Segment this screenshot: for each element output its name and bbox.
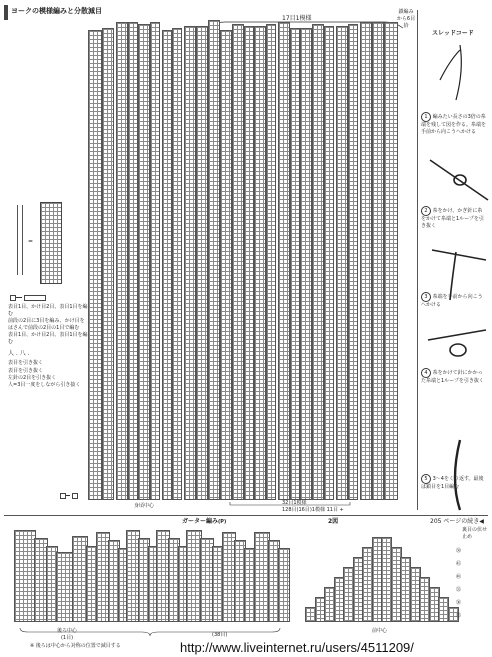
symbol-line: 人 . 八 .	[8, 350, 30, 357]
symbol-caption: 表目を引き抜く	[8, 360, 44, 366]
chart-block	[278, 548, 290, 622]
page-ref: 205 ページの続き◀	[430, 518, 484, 525]
front-center-label: 前中心	[372, 628, 388, 634]
row-number: ㊿	[456, 548, 462, 554]
sled-cord-title: スレッドコード	[432, 30, 474, 37]
chart-column	[162, 30, 172, 500]
row-number: ㉚	[456, 600, 462, 606]
bottom-brace	[20, 628, 280, 636]
decrease-notes: 表目を引き抜く 左針の2目を引き抜く 人=3目一度をしながら引き抜く	[8, 368, 81, 388]
chart-column	[372, 22, 384, 500]
chart-column	[384, 22, 398, 500]
step-number: 2	[421, 206, 431, 216]
bottom-count-a: 32目1模様	[282, 500, 307, 506]
header-right-note: 鎖編み から6目拾	[396, 9, 416, 29]
row-number: ㊵	[456, 574, 462, 580]
step-text: 糸をかけて針にかかった糸端と1ループを引き抜く	[421, 370, 484, 384]
chart-column	[150, 22, 160, 500]
chart-column	[220, 30, 232, 500]
legend-equals: =	[28, 238, 34, 245]
stitch-count-box: (38目)	[212, 632, 228, 638]
chart-column	[290, 28, 300, 500]
chart-block	[14, 530, 36, 622]
section-divider-vertical	[417, 10, 418, 510]
chart-column	[102, 28, 114, 500]
sled-cord-illustration	[420, 40, 490, 510]
section-divider-horizontal	[4, 515, 488, 516]
legend-notes: 表目1目、かけ目2目、表目1目を編む 前段の2目に3目を編み、かけ目をはさんで前段の2目の1目で編む 表目1目、かけ目2目、表目1目を編む	[8, 304, 88, 345]
step-number: 1	[421, 112, 431, 122]
row-number: ㉕	[456, 613, 462, 619]
step-text: 糸をかけ、かぎ針に糸をかけて糸端と1ループを引き抜く	[421, 208, 484, 229]
chart-title: ヨークの模様編みと分散減目	[4, 5, 105, 20]
chart-column	[254, 26, 266, 500]
chart-column	[208, 20, 220, 500]
legend-symbol-row	[10, 295, 46, 300]
chart-column	[312, 24, 324, 500]
chart-column	[244, 26, 254, 500]
chart-column	[336, 26, 348, 500]
legend-bracket	[17, 205, 23, 275]
step-number: 3	[421, 292, 431, 302]
step-text: 糸端を手前から向こうへかける	[421, 294, 483, 308]
step-text: 3〜4をくり返す。最後は鎖目を1目編む	[421, 476, 484, 490]
step-text: 編みたい長さの3倍の糸端を残して図を作る。糸端を手前から向こうへかける	[421, 114, 487, 135]
chart-column	[184, 26, 196, 500]
chart-column	[348, 24, 358, 500]
chart-column	[266, 24, 276, 500]
bottom-side-labels: 裏目の伏せ止め	[462, 527, 488, 540]
row-number: ㊺	[456, 561, 462, 567]
chart-column	[128, 22, 138, 500]
chart-column	[360, 22, 372, 500]
legend-mini-chart	[40, 202, 62, 284]
chart-column	[278, 22, 290, 500]
step-number: 4	[421, 368, 431, 378]
blank-legend	[60, 493, 82, 498]
back-center-label: 後ろ中心 (1目)	[57, 628, 78, 641]
source-url: http://www.liveinternet.ru/users/4511209/	[180, 640, 414, 655]
figure-2-label: 2図	[328, 518, 339, 525]
chart-column	[300, 28, 312, 500]
chart-column	[116, 22, 128, 500]
bottom-bracket	[230, 502, 350, 508]
chart-column	[138, 24, 150, 500]
chart-column	[88, 30, 102, 500]
header-count: 17目1模様	[282, 15, 312, 22]
body-center-label: 身頃中心	[134, 503, 155, 509]
chart-column	[172, 28, 182, 500]
chart-column	[324, 26, 334, 500]
footnote: ※ 後ろは中心から対称の位置で減目する	[30, 643, 121, 649]
row-number: ㉟	[456, 587, 462, 593]
step-number: 5	[421, 474, 431, 484]
chart-column	[196, 26, 208, 500]
chart-column	[232, 24, 244, 500]
bottom-count-b: 128目(16目)1模様 11目 +	[282, 507, 344, 513]
garter-label: ガーター編み(P)	[182, 518, 227, 525]
